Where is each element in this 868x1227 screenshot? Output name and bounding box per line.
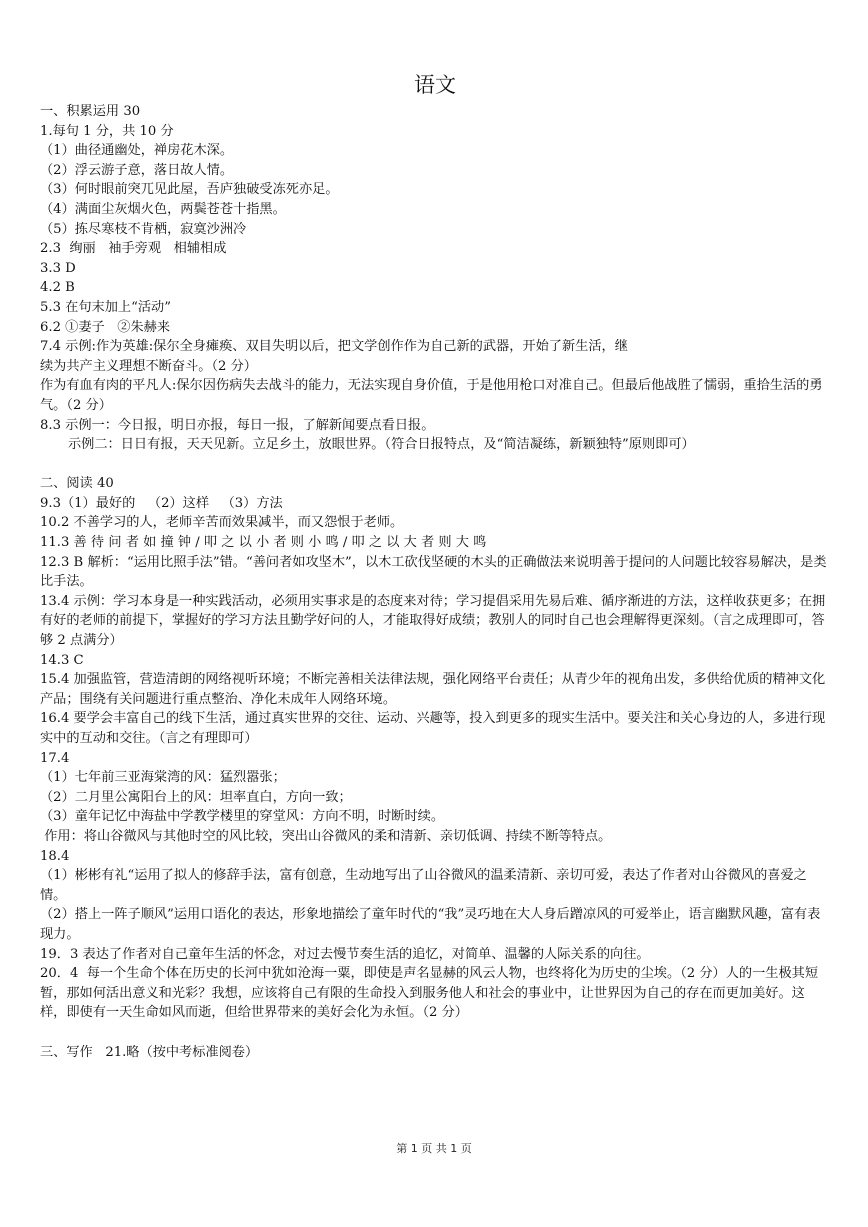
text-line: 续为共产主义理想不断奋斗。（2 分） bbox=[40, 358, 257, 374]
answer-sheet bbox=[40, 72, 830, 1062]
text-line: 5.3 在句末加上“活动” bbox=[40, 299, 171, 315]
page-footer: 第 1 页 共 1 页 bbox=[396, 1142, 472, 1155]
answer-lines bbox=[40, 102, 830, 1062]
text-line: 4.2 B bbox=[40, 280, 75, 296]
text-line: 二、阅读 40 bbox=[40, 476, 114, 492]
text-line: 6.2 ①妻子 ②朱赫来 bbox=[40, 319, 171, 335]
text-line: 13.4 示例：学习本身是一种实践活动，必须用实事求是的态度来对待；学习提倡采用先易后难、循序渐进的方法，这样收获更多；在拥有好的老师的前提下，掌握好的学习方法且勤学好问的人，才能取得好成绩；教别人的同时自己也会理解得更深刻。（言之成理即可，答够 2 点满分） bbox=[40, 593, 826, 649]
text-line: 8.3 示例一：今日报，明日亦报，每日一报，了解新闻要点看日报。 bbox=[40, 417, 435, 433]
text-line: （5）拣尽寒枝不肯栖，寂寞沙洲冷 bbox=[40, 221, 247, 237]
text-line: （1）曲径通幽处，禅房花木深。 bbox=[40, 143, 234, 159]
text-line: （1）彬彬有礼“运用了拟人的修辞手法，富有创意，生动地写出了山谷微风的温柔清新、亲切可爱，表达了作者对山谷微风的喜爱之情。 bbox=[40, 868, 807, 903]
text-line: 12.3 B 解析：“运用比照手法”错。“善问者如攻坚木”，以木工砍伐坚硬的木头的正确做法来说明善于提问的人问题比较容易解决，是类比手法。 bbox=[40, 554, 827, 590]
text-line: 14.3 C bbox=[40, 652, 84, 668]
page-title: 语文 bbox=[414, 73, 456, 97]
text-line: 15.4 加强监管，营造清朗的网络视听环境；不断完善相关法律法规，强化网络平台责任；从青少年的视角出发，多供给优质的精神文化产品；围绕有关问题进行重点整治、净化未成年人网络环境。 bbox=[40, 672, 826, 707]
text-line: 9.3（1）最好的 （2）这样 （3）方法 bbox=[40, 495, 283, 511]
text-line: 3.3 D bbox=[40, 260, 76, 276]
text-line: 作为有血有肉的平凡人:保尔因伤病失去战斗的能力，无法实现自身价值，于是他用枪口对准自己。但最后他战胜了懦弱，重拾生活的勇气。（2 分） bbox=[40, 378, 823, 413]
text-line: （3）何时眼前突兀见此屋，吾庐独破受冻死亦足。 bbox=[40, 182, 339, 198]
text-line: （2）二月里公寓阳台上的风：坦率直白，方向一致； bbox=[40, 789, 352, 805]
text-line: 7.4 示例:作为英雄:保尔全身瘫痪、双目失明以后，把文学创作作为自己新的武器，开始了新生活，继 bbox=[40, 339, 628, 355]
text-line: 三、写作 21.略（按中考标准阅卷） bbox=[40, 1044, 259, 1060]
text-line: （2）搭上一阵子顺风”运用口语化的表达，形象地描绘了童年时代的“我”灵巧地在大人身后蹭凉风的可爱举止，语言幽默风趣，富有表现力。 bbox=[40, 907, 821, 942]
text-line: （3）童年记忆中海盐中学教学楼里的穿堂风：方向不明，时断时续。 bbox=[40, 809, 445, 825]
text-line: 19．3 表达了作者对自己童年生活的怀念，对过去慢节奏生活的追忆，对简单、温馨的人际关系的向往。 bbox=[40, 946, 650, 962]
text-line: 作用：将山谷微风与其他时空的风比较，突出山谷微风的柔和清新、亲切低调、持续不断等特点。 bbox=[40, 828, 612, 844]
text-line: 2.3 绚丽 袖手旁观 相辅相成 bbox=[40, 241, 227, 257]
blank-line bbox=[40, 455, 830, 475]
text-line: 17.4 bbox=[40, 750, 70, 766]
text-line: （4）满面尘灰烟火色，两鬓苍苍十指黑。 bbox=[40, 201, 286, 217]
text-line: 11.3 善 待 问 者 如 撞 钟 / 叩 之 以 小 者 则 小 鸣 / 叩 之 以 大 者 则 大 鸣 bbox=[40, 535, 487, 551]
text-line: 10.2 不善学习的人，老师辛苦而效果减半，而又怨恨于老师。 bbox=[40, 515, 404, 531]
text-line: 一、积累运用 30 bbox=[40, 104, 141, 119]
text-line: 20．4 每一个生命个体在历史的长河中犹如沧海一粟，即使是声名显赫的风云人物，也终将化为历史的尘埃。（2 分）人的一生极其短暂，那如何活出意义和光彩？我想，应该将自己有限的生命投入到服务他人和社会的事业中，让世界因为自己的存在而更加美好。这样，即使有一天生命如风而逝，但给世界带来的美好会化为永恒。（2 分） bbox=[40, 966, 819, 1021]
text-line: 1.每句 1 分，共 10 分 bbox=[40, 123, 174, 139]
text-line: （1）七年前三亚海棠湾的风：猛烈嚣张； bbox=[40, 770, 286, 786]
text-line: 示例二：日日有报，天天见新。立足乡土，放眼世界。（符合日报特点，及“简洁凝练，新颖独特”原则即可） bbox=[68, 437, 695, 453]
text-line: 18.4 bbox=[40, 848, 70, 864]
text-line: （2）浮云游子意，落日故人情。 bbox=[40, 162, 234, 178]
blank-line bbox=[40, 1023, 830, 1043]
text-line: 16.4 要学会丰富自己的线下生活，通过真实世界的交往、运动、兴趣等，投入到更多的现实生活中。要关注和关心身边的人，多进行现实中的互动和交往。（言之有理即可） bbox=[40, 711, 826, 746]
